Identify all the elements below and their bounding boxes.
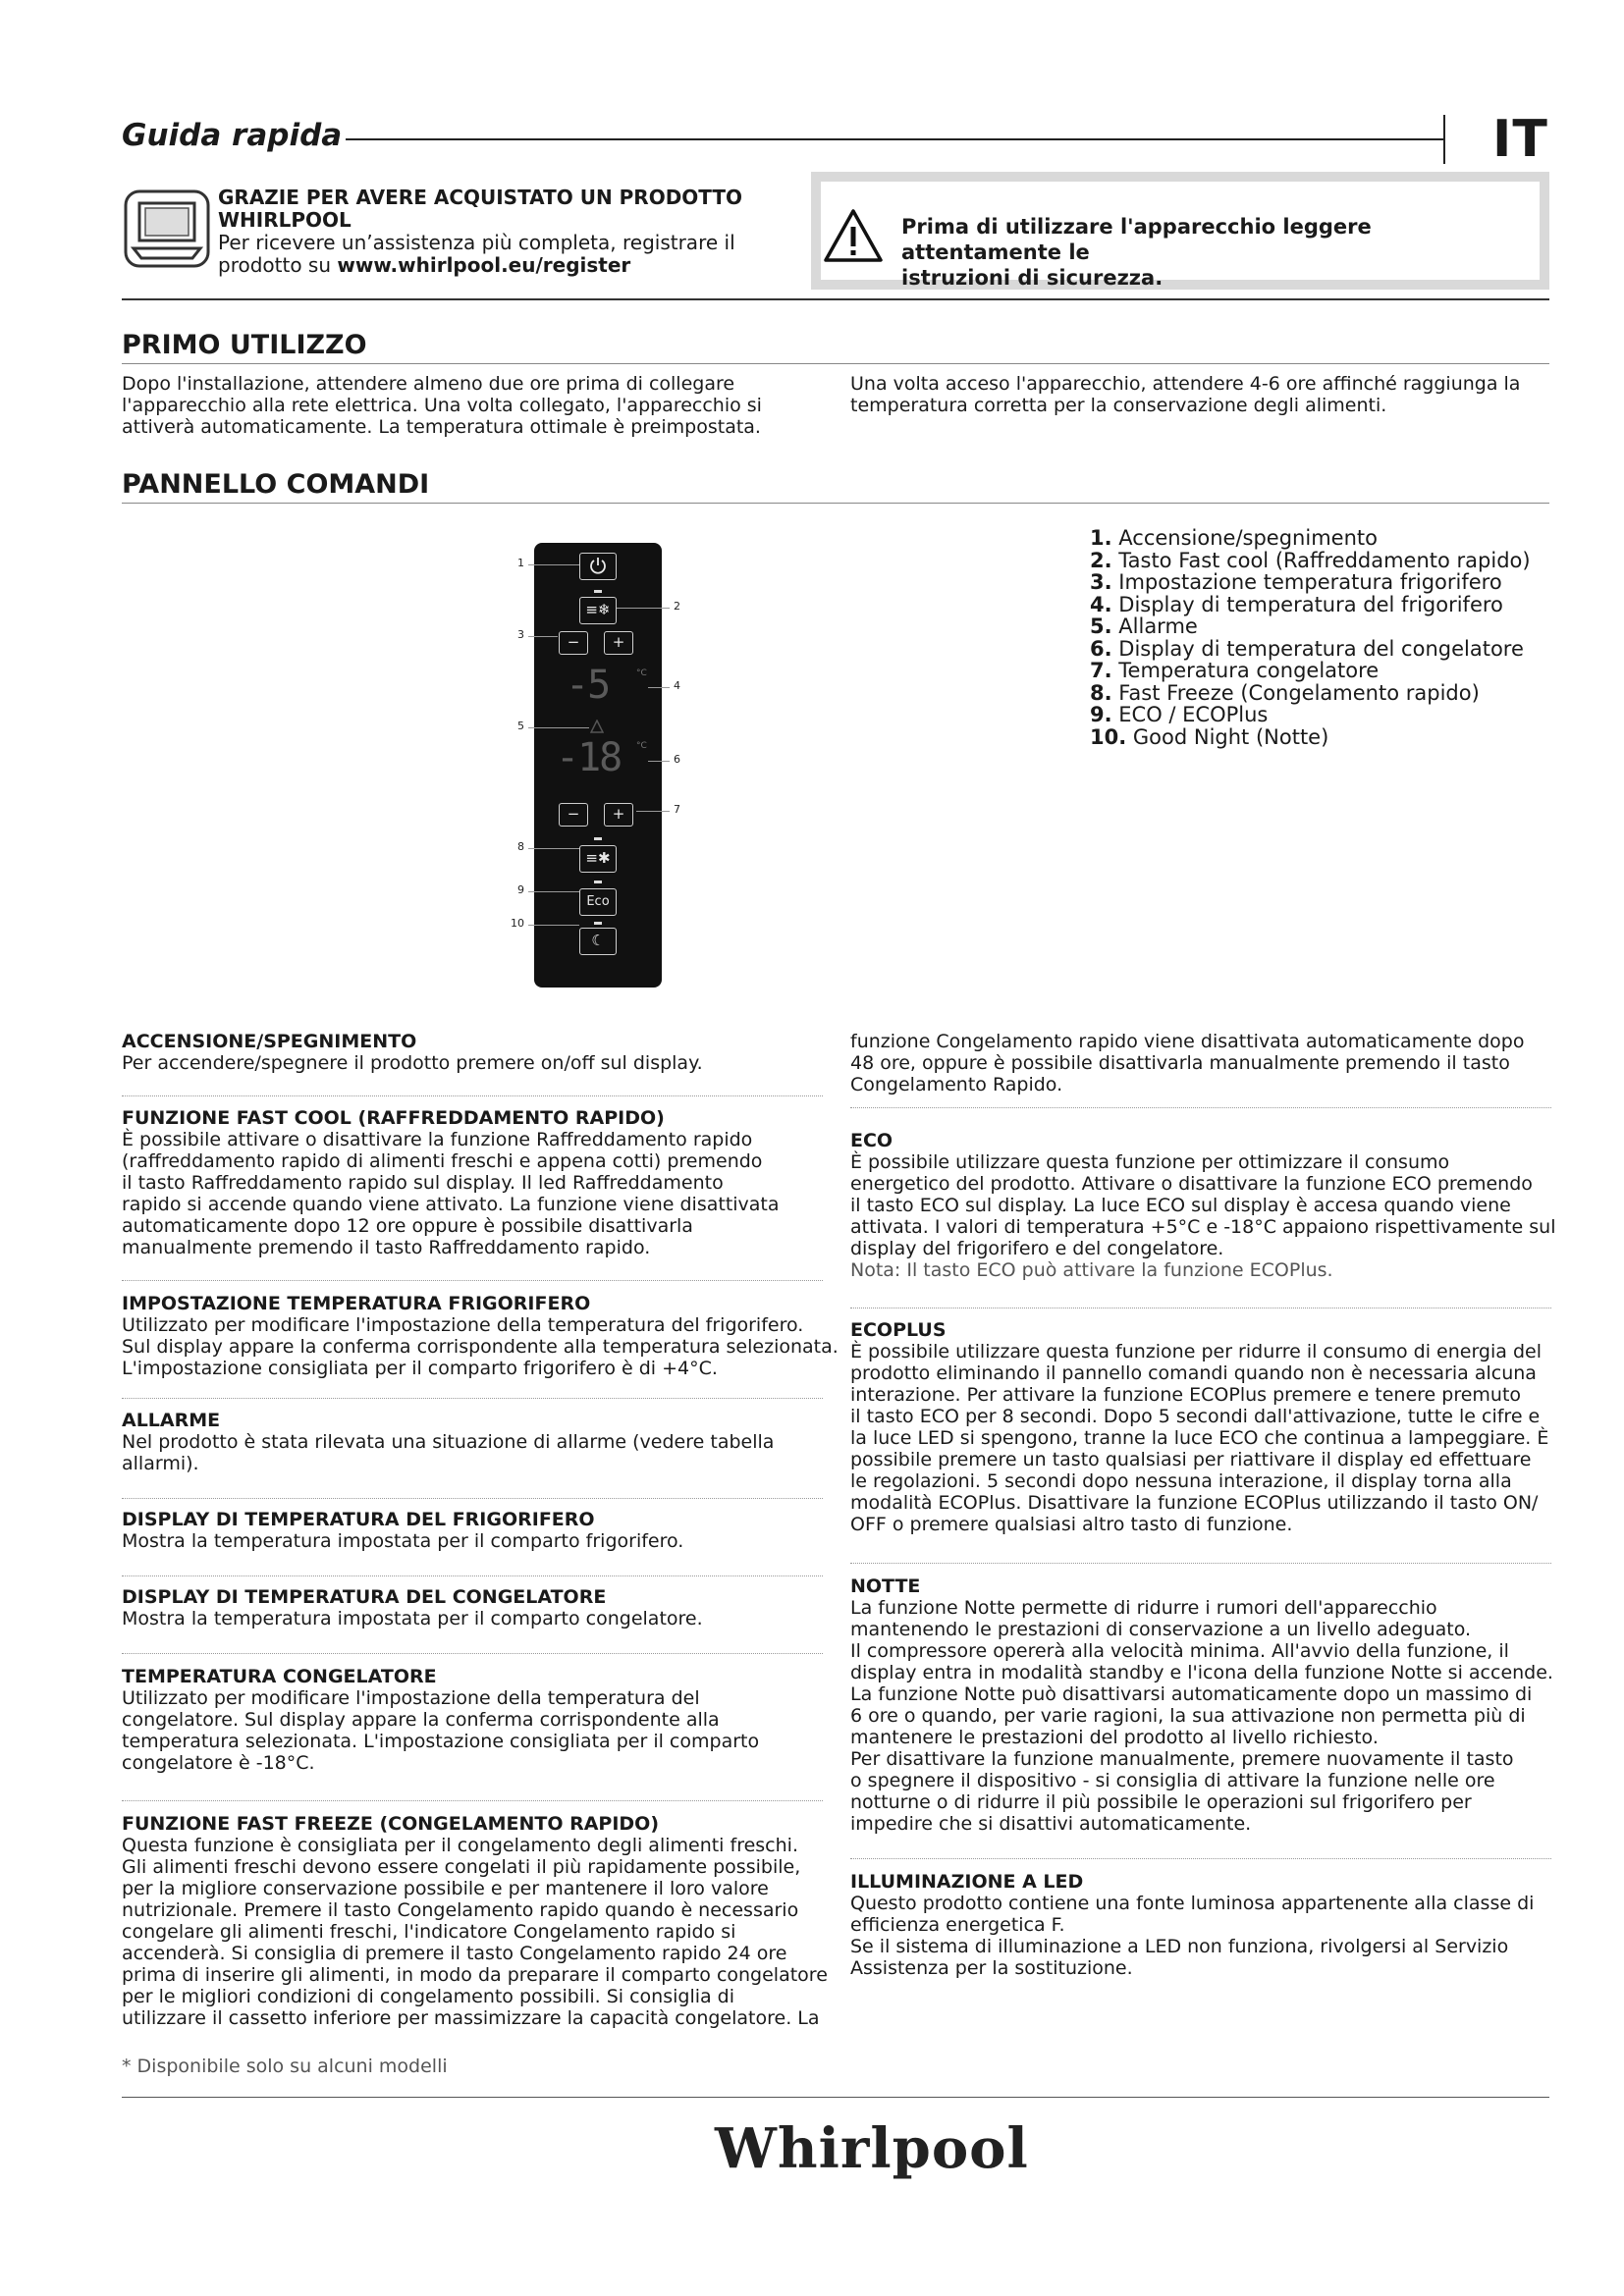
legend-item <box>1090 726 1531 749</box>
section-text-line: 48 ore, oppure è possibile disattivarla manualmente premendo il tasto <box>850 1052 1510 1074</box>
section-illuminazione-a-led <box>850 1871 1577 1979</box>
section-heading: IMPOSTAZIONE TEMPERATURA FRIGORIFERO <box>122 1293 591 1314</box>
fast-freeze-icon: ≡✱ <box>585 849 611 867</box>
section-text-line: nutrizionale. Premere il tasto Congelamento rapido quando è necessario <box>122 1899 799 1921</box>
section-text-line: il tasto ECO per 8 secondi. Dopo 5 secondi dall'attivazione, tutte le cifre e <box>850 1406 1541 1427</box>
thanks-line-2: WHIRLPOOL <box>218 208 352 232</box>
callout-7: 7 <box>674 803 680 816</box>
section-text-line: Questa funzione è consigliata per il congelamento degli alimenti freschi. <box>122 1835 798 1856</box>
fast-freeze-button[interactable] <box>579 845 617 873</box>
legend-label: ECO / ECOPlus <box>1118 703 1269 726</box>
eco-button[interactable]: Eco <box>579 888 617 916</box>
legend-label: Allarme <box>1118 614 1198 638</box>
callout-10: 10 <box>511 917 524 930</box>
page-title: Guida rapida <box>122 118 343 153</box>
section-separator <box>122 1398 823 1399</box>
legend-number: 8. <box>1090 680 1112 705</box>
section-text-line: Utilizzato per modificare l'impostazione della temperatura del frigorifero. <box>122 1314 804 1336</box>
section-text-line: Sul display appare la conferma corrispondente alla temperatura selezionata. <box>122 1336 839 1358</box>
section-text-line: Se il sistema di illuminazione a LED non funziona, rivolgersi al Servizio <box>850 1936 1509 1957</box>
section-text-line: attivata. I valori di temperatura +5°C e -18°C appaiono rispettivamente sul <box>850 1216 1556 1238</box>
section-text-line: mantenendo le prestazioni di conservazione a un livello adeguato. <box>850 1619 1472 1640</box>
legend-number: 5. <box>1090 614 1112 638</box>
safety-warning-text <box>901 214 1530 291</box>
section-text-line: interazione. Per attivare la funzione ECOPlus premere e tenere premuto <box>850 1384 1522 1406</box>
section-funzione-fast-freeze-congelamento-rapido <box>122 1813 848 2029</box>
section-text-line: mantenere le prestazioni del prodotto al livello richiesto. <box>850 1727 1379 1748</box>
legend-number: 6. <box>1090 636 1112 661</box>
section-text-line: display del frigorifero e del congelatore. <box>850 1238 1224 1259</box>
section-heading: NOTTE <box>850 1575 921 1597</box>
section-text-line: Assistenza per la sostituzione. <box>850 1957 1133 1979</box>
thanks-line-1: GRAZIE PER AVERE ACQUISTATO UN PRODOTTO <box>218 186 743 209</box>
fridge-unit: °C <box>636 668 647 678</box>
legend-item <box>1090 615 1531 638</box>
section-text-line: o spegnere il dispositivo - si consiglia di attivare la funzione nelle ore <box>850 1770 1495 1791</box>
primo-right-text: Una volta acceso l'apparecchio, attendere 4-6 ore affinché raggiunga la temperatura corretta per la conservazione degli alimenti. <box>850 373 1521 416</box>
legend-number: 10. <box>1090 724 1127 749</box>
pannello-comandi-heading: PANNELLO COMANDI <box>122 469 430 500</box>
section-heading: FUNZIONE FAST COOL (RAFFREDDAMENTO RAPIDO) <box>122 1107 665 1129</box>
section-text-line: il tasto ECO sul display. La luce ECO sul display è accesa quando viene <box>850 1195 1511 1216</box>
good-night-button[interactable] <box>579 928 617 955</box>
fridge-plus-button[interactable]: + <box>604 631 633 655</box>
section-text-line: rapido si accende quando viene attivato. La funzione viene disattivata <box>122 1194 780 1215</box>
section-text-line: È possibile utilizzare questa funzione per ottimizzare il consumo <box>850 1151 1450 1173</box>
power-icon <box>588 556 608 575</box>
section-text-line: Il compressore opererà alla velocità minima. All'avvio della funzione, il <box>850 1640 1509 1662</box>
legend-item <box>1090 527 1531 550</box>
control-panel-illustration <box>534 543 662 988</box>
moon-icon: ☾ <box>591 932 605 949</box>
section-text-line: prodotto eliminando il pannello comandi quando non è necessaria alcuna <box>850 1362 1537 1384</box>
section-heading: DISPLAY DI TEMPERATURA DEL CONGELATORE <box>122 1586 607 1608</box>
warning-line-2: istruzioni di sicurezza. <box>901 266 1164 290</box>
section-separator <box>122 1653 823 1654</box>
callout-5: 5 <box>517 720 524 732</box>
section-heading: FUNZIONE FAST FREEZE (CONGELAMENTO RAPIDO) <box>122 1813 660 1835</box>
section-text-line: energetico del prodotto. Attivare o disattivare la funzione ECO premendo <box>850 1173 1533 1195</box>
legend-number: 9. <box>1090 703 1112 726</box>
header-tick <box>1443 115 1445 164</box>
section-text-line: manualmente premendo il tasto Raffreddamento rapido. <box>122 1237 651 1258</box>
section-text-line: La funzione Notte può disattivarsi automaticamente dopo un massimo di <box>850 1683 1533 1705</box>
register-text <box>218 187 768 277</box>
section-eco <box>850 1130 1577 1281</box>
legend-label: Impostazione temperatura frigorifero <box>1118 570 1502 594</box>
section-separator <box>122 1280 823 1281</box>
section-display-di-temperatura-del-congelatore <box>122 1586 848 1629</box>
section-text-line: automaticamente dopo 12 ore oppure è possibile disattivarla <box>122 1215 693 1237</box>
section-text-line: Nel prodotto è stata rilevata una situazione di allarme (vedere tabella <box>122 1431 775 1453</box>
section-text-line: modalità ECOPlus. Disattivare la funzione ECOPlus utilizzando il tasto ON/ <box>850 1492 1539 1514</box>
section-text-line: le regolazioni. 5 secondi dopo nessuna interazione, il display torna alla <box>850 1470 1512 1492</box>
section-text-line: congelatore è -18°C. <box>122 1752 315 1774</box>
legend-label: Display di temperatura del congelatore <box>1118 636 1524 661</box>
callout-4: 4 <box>674 679 680 692</box>
freezer-plus-button[interactable]: + <box>604 803 633 827</box>
section-text-line: Utilizzato per modificare l'impostazione della temperatura del <box>122 1687 700 1709</box>
footnote: * Disponibile solo su alcuni modelli <box>122 2056 448 2077</box>
section-heading: DISPLAY DI TEMPERATURA DEL FRIGORIFERO <box>122 1509 595 1530</box>
legend-item <box>1090 571 1531 594</box>
callout-6: 6 <box>674 753 680 766</box>
section-text-line: Per disattivare la funzione manualmente, premere nuovamente il tasto <box>850 1748 1514 1770</box>
section-text-line: Gli alimenti freschi devono essere congelati il più rapidamente possibile, <box>122 1856 801 1878</box>
section-heading: ALLARME <box>122 1410 221 1431</box>
section-heading: TEMPERATURA CONGELATORE <box>122 1666 437 1687</box>
section-text-line: per le migliori condizioni di congelamento possibili. Si consiglia di <box>122 1986 735 2007</box>
legend-number: 2. <box>1090 548 1112 572</box>
legend-item <box>1090 594 1531 616</box>
section-text-line: accenderà. Si consiglia di premere il tasto Congelamento rapido 24 ore <box>122 1943 787 1964</box>
section-separator <box>122 1498 823 1499</box>
section-text-line: È possibile attivare o disattivare la funzione Raffreddamento rapido <box>122 1129 753 1150</box>
fridge-minus-button[interactable]: − <box>559 631 588 655</box>
section-temperatura-congelatore <box>122 1666 848 1774</box>
register-line-3: Per ricevere un’assistenza più completa, registrare il <box>218 231 735 254</box>
header-rule <box>346 138 1443 140</box>
section-separator <box>122 1800 823 1801</box>
section-allarme <box>122 1410 848 1474</box>
section-text-line: efficienza energetica F. <box>850 1914 1065 1936</box>
section-separator <box>122 1095 823 1096</box>
alarm-icon <box>590 720 604 733</box>
section-separator <box>850 1107 1551 1108</box>
section-text-line: OFF o premere qualsiasi altro tasto di funzione. <box>850 1514 1293 1535</box>
callout-8: 8 <box>517 840 524 853</box>
section-heading: ECOPLUS <box>850 1319 947 1341</box>
section-ecoplus <box>850 1319 1577 1535</box>
section-text-line: possibile premere un tasto qualsiasi per riattivare il display ed effettuare <box>850 1449 1532 1470</box>
freezer-unit: °C <box>636 741 647 751</box>
section-heading: ACCENSIONE/SPEGNIMENTO <box>122 1031 417 1052</box>
primo-heading-rule <box>122 363 1549 364</box>
pannello-heading-rule <box>122 503 1549 504</box>
legend-number: 3. <box>1090 570 1112 594</box>
fast-cool-button[interactable] <box>579 597 617 624</box>
section-text-line: Mostra la temperatura impostata per il comparto congelatore. <box>122 1608 703 1629</box>
legend-item <box>1090 638 1531 661</box>
section-text-line: L'impostazione consigliata per il comparto frigorifero è di +4°C. <box>122 1358 718 1379</box>
legend-item <box>1090 550 1531 572</box>
section-separator <box>122 1575 823 1576</box>
section-heading: ILLUMINAZIONE A LED <box>850 1871 1084 1893</box>
section-text-line: Mostra la temperatura impostata per il comparto frigorifero. <box>122 1530 684 1552</box>
section-impostazione-temperatura-frigorifero <box>122 1293 848 1379</box>
section-text-line: temperatura selezionata. L'impostazione consigliata per il comparto <box>122 1731 760 1752</box>
legend-number: 1. <box>1090 526 1112 550</box>
section-funzione-fast-cool-raffreddamento-rapido <box>122 1107 848 1258</box>
section-separator <box>850 1563 1551 1564</box>
section-text-line: display entra in modalità standby e l'icona della funzione Notte si accende. <box>850 1662 1553 1683</box>
section-text-line: congelatore. Sul display appare la conferma corrispondente alla <box>122 1709 720 1731</box>
section-text-line: utilizzare il cassetto inferiore per massimizzare la capacità congelatore. La <box>122 2007 820 2029</box>
section-text-line: La funzione Notte permette di ridurre i rumori dell'apparecchio <box>850 1597 1437 1619</box>
primo-utilizzo-heading: PRIMO UTILIZZO <box>122 330 367 360</box>
section-heading: ECO <box>850 1130 893 1151</box>
section-text-line: funzione Congelamento rapido viene disattivata automaticamente dopo <box>850 1031 1525 1052</box>
warning-line-1: Prima di utilizzare l'apparecchio leggere attentamente le <box>901 215 1372 264</box>
section-display-di-temperatura-del-frigorifero <box>122 1509 848 1552</box>
freezer-temp-display: -18 <box>556 735 622 780</box>
power-button[interactable] <box>579 553 617 580</box>
callout-1: 1 <box>517 557 524 569</box>
section-text-line: prima di inserire gli alimenti, in modo da preparare il comparto congelatore <box>122 1964 828 1986</box>
legend-number: 7. <box>1090 659 1112 682</box>
section-text-line: notturne o di ridurre il più possibile le operazioni sul frigorifero per <box>850 1791 1472 1813</box>
section-divider <box>122 298 1549 300</box>
legend-item <box>1090 682 1531 705</box>
legend-label: Accensione/spegnimento <box>1118 526 1378 550</box>
section-accensione-spegnimento <box>122 1031 848 1074</box>
footer-rule <box>122 2097 1549 2098</box>
section-text-line: congelare gli alimenti freschi, l'indicatore Congelamento rapido si <box>122 1921 736 1943</box>
legend-label: Temperatura congelatore <box>1118 659 1380 682</box>
freezer-minus-button[interactable]: − <box>559 803 588 827</box>
primo-left-text: Dopo l'installazione, attendere almeno due ore prima di collegare l'apparecchio alla rete elettrica. Una volta collegato, l'apparecchio si attiverà automaticamente. La temperatura ottimale è preimpostata. <box>122 373 762 438</box>
legend-label: Display di temperatura del frigorifero <box>1118 592 1503 616</box>
section-text-line: la luce LED si spengono, tranne la luce ECO che continua a lampeggiare. È <box>850 1427 1549 1449</box>
section-text-line: il tasto Raffreddamento rapido sul display. Il led Raffreddamento <box>122 1172 724 1194</box>
callout-9: 9 <box>517 883 524 896</box>
fast-freeze-continued <box>850 1031 1577 1095</box>
panel-legend <box>1090 527 1531 748</box>
register-line-4: prodotto su <box>218 253 338 277</box>
legend-label: Good Night (Notte) <box>1132 724 1329 749</box>
warning-triangle-icon <box>823 208 884 263</box>
legend-number: 4. <box>1090 592 1112 616</box>
section-note: Nota: Il tasto ECO può attivare la funzione ECOPlus. <box>850 1259 1333 1281</box>
section-notte <box>850 1575 1577 1835</box>
section-text-line: Per accendere/spegnere il prodotto premere on/off sul display. <box>122 1052 703 1074</box>
callout-2: 2 <box>674 600 680 613</box>
section-text-line: Questo prodotto contiene una fonte luminosa appartenente alla classe di <box>850 1893 1535 1914</box>
section-text-line: È possibile utilizzare questa funzione per ridurre il consumo di energia del <box>850 1341 1542 1362</box>
section-text-line: Congelamento Rapido. <box>850 1074 1063 1095</box>
callout-3: 3 <box>517 628 524 641</box>
register-url-link[interactable]: www.whirlpool.eu/register <box>337 253 631 277</box>
legend-label: Tasto Fast cool (Raffreddamento rapido) <box>1118 548 1531 572</box>
language-code: IT <box>1492 110 1548 169</box>
legend-item <box>1090 704 1531 726</box>
section-separator <box>850 1858 1551 1859</box>
legend-item <box>1090 660 1531 682</box>
fast-cool-icon: ≡❄ <box>585 601 611 618</box>
legend-label: Fast Freeze (Congelamento rapido) <box>1118 680 1480 705</box>
computer-register-icon <box>124 189 210 268</box>
section-text-line: (raffreddamento rapido di alimenti freschi e appena cotti) premendo <box>122 1150 763 1172</box>
section-text-line: 6 ore o quando, per varie ragioni, la sua attivazione non permetta più di <box>850 1705 1526 1727</box>
whirlpool-logo: Whirlpool <box>715 2116 1029 2181</box>
section-text-line: per la migliore conservazione possibile e per mantenere il loro valore <box>122 1878 769 1899</box>
fridge-temp-display: -5 <box>566 663 610 708</box>
section-text-line: impedire che si disattivi automaticamente. <box>850 1813 1252 1835</box>
section-text-line: allarmi). <box>122 1453 199 1474</box>
